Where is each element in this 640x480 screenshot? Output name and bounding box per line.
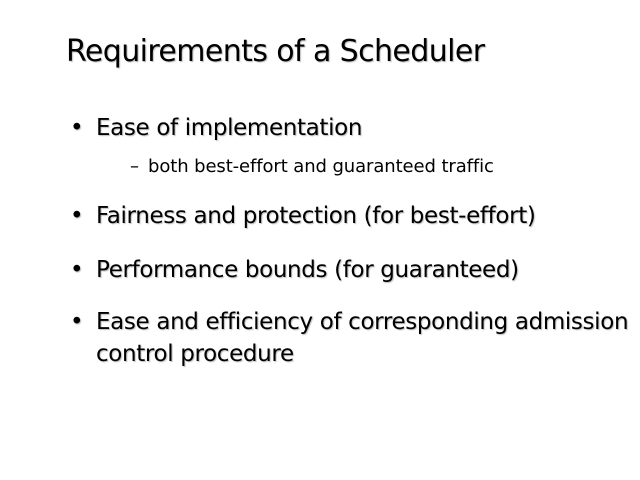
- sub-bullet-item: [130, 154, 630, 180]
- bullet-text: Fairness and protection (for best-effort): [96, 203, 536, 229]
- bullet-dot-icon: •: [70, 257, 84, 283]
- bullet-dot-icon: •: [70, 309, 84, 335]
- sub-bullet-text: both best-effort and guaranteed traffic: [148, 156, 494, 177]
- slide-title: Requirements of a Scheduler: [66, 34, 485, 69]
- bullet-list: [70, 112, 630, 370]
- bullet-dot-icon: •: [70, 203, 84, 229]
- bullet-item: [70, 254, 630, 286]
- bullet-text: Ease of implementation: [96, 115, 363, 141]
- bullet-item: [70, 200, 630, 232]
- bullet-dot-icon: •: [70, 115, 84, 141]
- bullet-item: [70, 112, 630, 144]
- dash-icon: –: [130, 156, 139, 177]
- bullet-text: Ease and efficiency of corresponding admission control procedure: [96, 309, 629, 367]
- bullet-text: Performance bounds (for guaranteed): [96, 257, 519, 283]
- bullet-item: [70, 306, 630, 370]
